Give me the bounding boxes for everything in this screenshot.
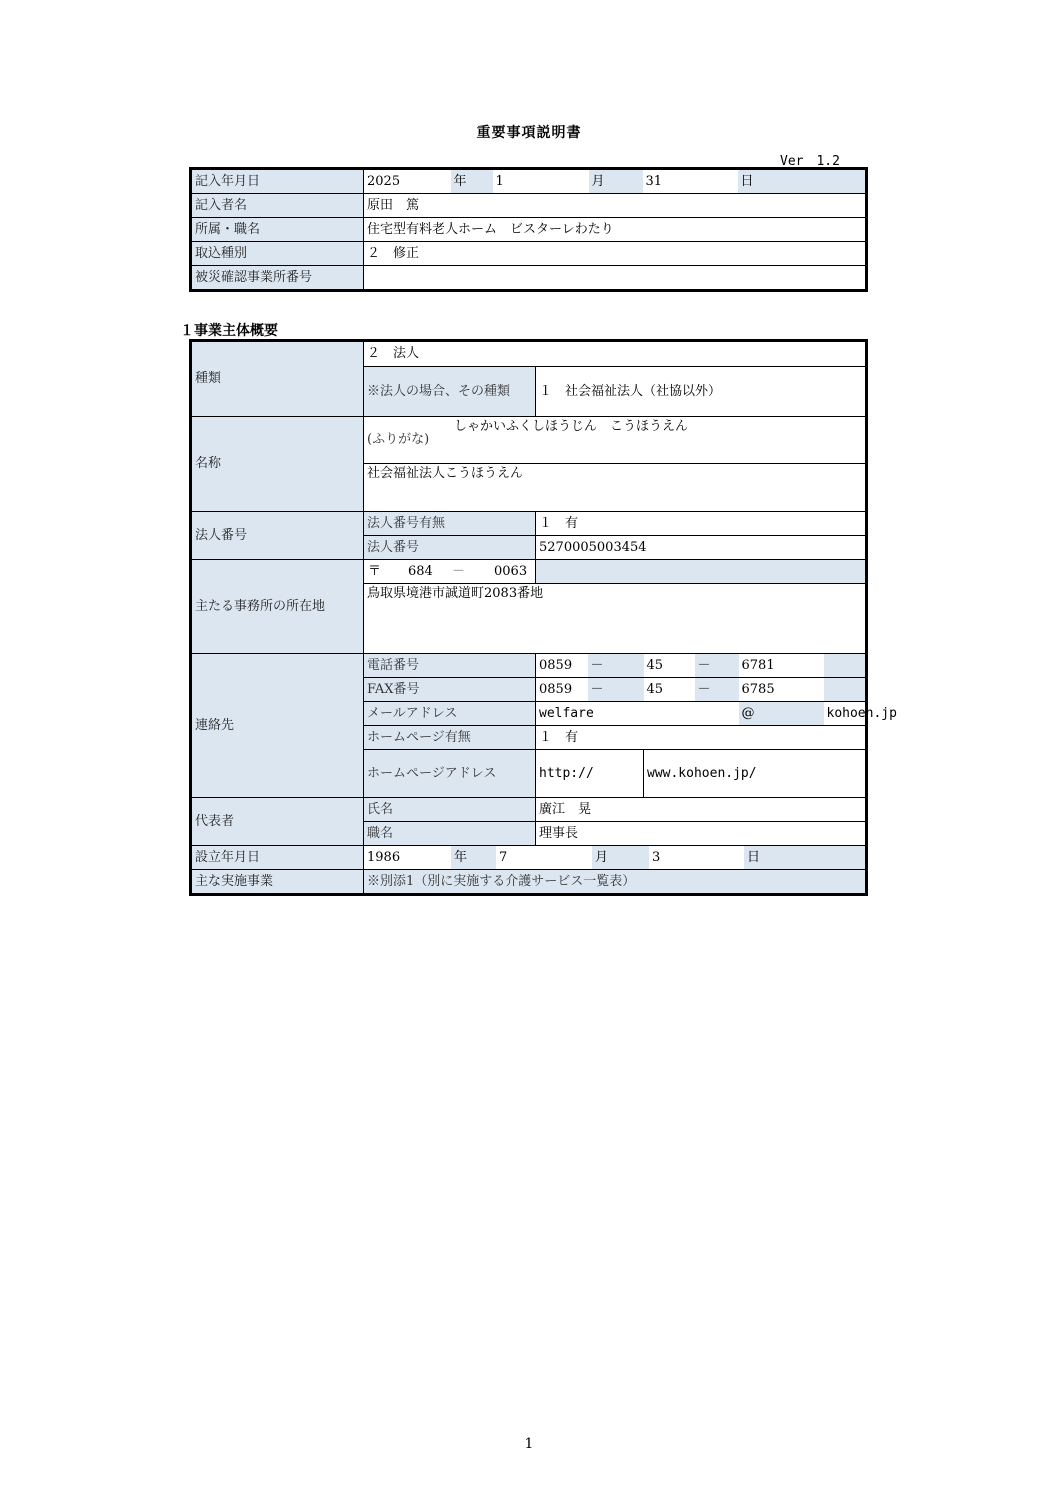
postal-dash: － [452,564,466,579]
rep-title-label: 職名 [364,822,536,846]
entry-month-unit: 月 [589,170,643,194]
founded-day: 3 [652,850,661,865]
writer-label: 記入者名 [192,194,364,218]
corp-kind-label: ※法人の場合、その種類 [364,367,536,417]
disaster-office-label: 被災確認事業所番号 [192,266,364,290]
rep-title-value[interactable]: 理事長 [536,822,866,846]
fax-dash-2: － [695,678,739,702]
postal-filler [536,560,866,584]
fax-part-2[interactable]: 45 [644,678,695,702]
founded-month: 7 [499,850,508,865]
document-title: 重要事項説明書 [476,125,582,141]
fax-dash-1: － [588,678,644,702]
header-table [191,169,866,290]
mail-user[interactable]: welfare [536,702,739,726]
tel-label: 電話番号 [364,654,536,678]
entry-day[interactable]: 31 [643,170,738,194]
corp-kind-value[interactable]: １ 社会福祉法人（社協以外） [536,367,866,417]
name-label: 名称 [192,417,364,512]
address-value[interactable]: 鳥取県境港市誠道町2083番地 [364,584,866,654]
affiliation-value[interactable]: 住宅型有料老人ホーム ビスターレわたり [364,218,866,242]
tel-part-2[interactable]: 45 [644,654,695,678]
version-label: Ver 1.2 [780,154,840,169]
tel-dash-1: － [588,654,644,678]
fax-filler [824,678,866,702]
mail-label: メールアドレス [364,702,536,726]
business-entity-table [191,341,897,894]
type-label: 種類 [192,342,364,417]
name-value[interactable]: 社会福祉法人こうほうえん [364,464,866,512]
founded-month-unit: 月 [592,846,649,869]
tel-dash-2: － [695,654,739,678]
homepage-exists-value[interactable]: １ 有 [536,726,866,750]
entry-year[interactable]: 2025 [364,170,451,194]
import-type-value[interactable]: ２ 修正 [364,242,866,266]
founded-label: 設立年月日 [192,846,364,870]
writer-value[interactable]: 原田 篤 [364,194,866,218]
furigana-cell[interactable] [364,417,866,464]
page-number: 1 [524,1436,534,1452]
founded-year-unit: 年 [451,846,496,869]
type-value[interactable]: ２ 法人 [364,342,866,367]
fax-part-1[interactable]: 0859 [536,678,588,702]
furigana-label: (ふりがな) [367,432,430,448]
entry-year-unit: 年 [451,170,493,194]
corp-number-label: 法人番号 [192,512,364,560]
postal-code-cell[interactable] [364,560,536,584]
mail-domain[interactable]: kohoen.jp [824,702,866,726]
corp-number-exists-value[interactable]: １ 有 [536,512,866,536]
homepage-host[interactable]: www.kohoen.jp/ [644,750,866,798]
entry-month[interactable]: 1 [493,170,589,194]
homepage-address-label: ホームページアドレス [364,750,536,798]
section-1-title: １事業主体概要 [180,323,278,339]
entry-date-label: 記入年月日 [192,170,364,194]
homepage-exists-label: ホームページ有無 [364,726,536,750]
founded-date-cell[interactable] [364,846,866,870]
corp-number-sub-label: 法人番号 [364,536,536,560]
homepage-scheme[interactable]: http:// [536,750,644,798]
rep-name-value[interactable]: 廣江 晃 [536,798,866,822]
disaster-office-value[interactable] [364,266,866,290]
postal-mark: 〒 [368,564,382,579]
tel-part-3[interactable]: 6781 [739,654,824,678]
contact-label: 連絡先 [192,654,364,798]
office-address-label: 主たる事務所の所在地 [192,560,364,654]
tel-part-1[interactable]: 0859 [536,654,588,678]
corp-number-value[interactable]: 5270005003454 [536,536,866,560]
postal-code-2: 0063 [494,564,528,579]
business-value[interactable]: ※別添1（別に実施する介護サービス一覧表） [364,870,866,894]
furigana-value: しゃかいふくしほうじん こうほうえん [454,419,689,434]
fax-part-3[interactable]: 6785 [739,678,824,702]
founded-year: 1986 [367,850,401,865]
entry-day-unit: 日 [738,170,866,194]
fax-label: FAX番号 [364,678,536,702]
representative-label: 代表者 [192,798,364,846]
business-label: 主な実施事業 [192,870,364,894]
mail-at: @ [739,702,824,726]
corp-number-exists-label: 法人番号有無 [364,512,536,536]
import-type-label: 取込種別 [192,242,364,266]
founded-day-unit: 日 [744,846,865,869]
rep-name-label: 氏名 [364,798,536,822]
postal-code-1: 684 [408,564,433,579]
affiliation-label: 所属・職名 [192,218,364,242]
tel-filler [824,654,866,678]
